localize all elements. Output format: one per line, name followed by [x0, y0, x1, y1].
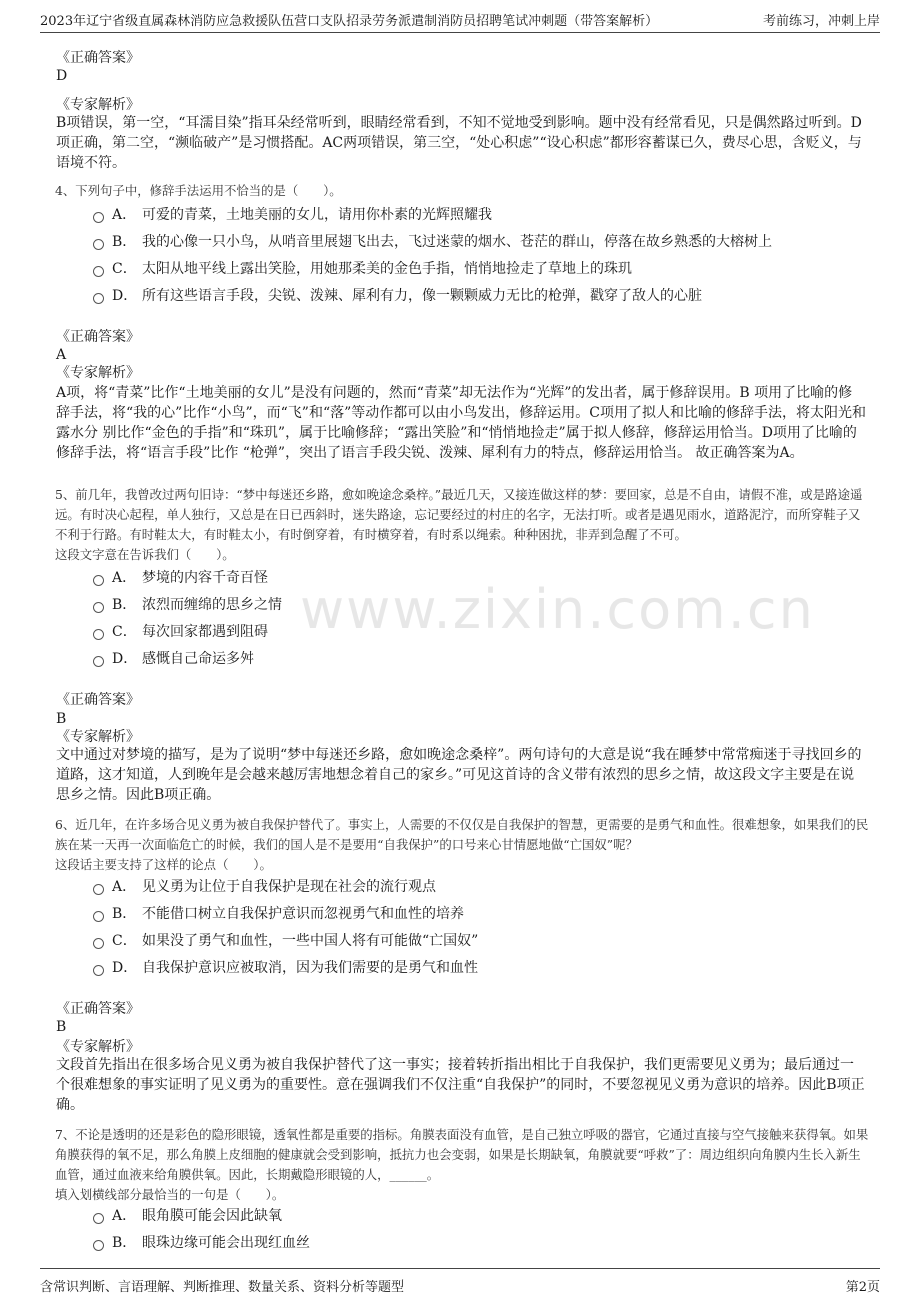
- option-c[interactable]: [93, 930, 478, 950]
- option-text: 所有这些语言手段，尖锐、泼辣、犀利有力，像一颗颗威力无比的枪弹，戳穿了敌人的心脏: [142, 288, 702, 304]
- option-d[interactable]: [93, 285, 702, 305]
- option-a[interactable]: [93, 1205, 282, 1225]
- option-text: 如果没了勇气和血性，一些中国人将有可能做“亡国奴”: [142, 933, 479, 949]
- header-slogan: 考前练习，冲刺上岸: [762, 14, 880, 29]
- analysis-text: B项错误，第一空，“耳濡目染”指耳朵经常听到，眼睛经常看到，不知不觉地受到影响。题中没有经常看见，只是偶然路过听到。D项正确，第二空，“濒临破产”是习惯搭配。AC两项错误，第三空，“处心积虑”“设心积虑”都形容蓄谋已久，费尽心思，含贬义，与语境不符。: [56, 115, 862, 171]
- answer-heading: 《正确答案》: [56, 50, 140, 66]
- analysis-heading: 《专家解析》: [56, 1039, 140, 1055]
- radio-icon[interactable]: [93, 293, 104, 304]
- radio-icon[interactable]: [93, 1240, 104, 1251]
- option-letter: C．: [112, 624, 137, 640]
- radio-icon[interactable]: [93, 575, 104, 586]
- option-b[interactable]: [93, 231, 772, 251]
- option-text: 浓烈而缠绵的思乡之情: [142, 597, 282, 613]
- radio-icon[interactable]: [93, 212, 104, 223]
- analysis-text: 文中通过对梦境的描写，是为了说明“梦中每迷还乡路，愈如晚途念桑梓”。两句诗句的大意是说“我在睡梦中常常痴迷于寻找回乡的道路，这才知道，人到晚年是会越来越厉害地想念着自己的家乡。”可见这首诗的含义带有浓烈的思乡之情，故这段文字主要是在说思乡之情。因此B项正确。: [56, 747, 862, 803]
- question-stem: 5、前几年，我曾改过两句旧诗：“梦中每迷还乡路，愈如晚途念桑梓。”最近几天，又接连做这样的梦：要回家，总是不自由，请假不准，或是路途遥远。有时决心起程，单人独行，又总是在日已西斜时，迷失路途，忘记要经过的村庄的名字，无法打听。或者是遇见雨水，道路泥泞，而所穿鞋子又不利于行路。有时鞋太大，有时鞋太小，有时倒穿着，有时横穿着，有时系以绳索。种种困扰，非弄到急醒了不可。 这段文字意在告诉我们（ ）。: [55, 487, 863, 562]
- option-a[interactable]: [93, 567, 268, 587]
- radio-icon[interactable]: [93, 656, 104, 667]
- question-stem: 6、近几年，在许多场合见义勇为被自我保护替代了。事实上，人需要的不仅仅是自我保护的智慧，更需要的是勇气和血性。很难想象，如果我们的民族在某一天再一次面临危亡的时候，我们的国人是不是要用“自我保护”的口号来心甘情愿地做“亡国奴”呢？ 这段话主要支持了这样的论点（ ）。: [55, 817, 869, 872]
- radio-icon[interactable]: [93, 965, 104, 976]
- option-text: 自我保护意识应被取消，因为我们需要的是勇气和血性: [142, 960, 478, 976]
- analysis-heading: 《专家解析》: [56, 365, 140, 381]
- answer-heading: 《正确答案》: [56, 692, 140, 708]
- option-letter: A．: [112, 570, 137, 586]
- option-b[interactable]: [93, 903, 464, 923]
- option-b[interactable]: [93, 1232, 310, 1252]
- radio-icon[interactable]: [93, 884, 104, 895]
- option-c[interactable]: [93, 621, 268, 641]
- option-letter: B．: [112, 1235, 137, 1251]
- radio-icon[interactable]: [93, 266, 104, 277]
- option-letter: C．: [112, 261, 137, 277]
- radio-icon[interactable]: [93, 629, 104, 640]
- option-d[interactable]: [93, 648, 254, 668]
- page-footer: [40, 1268, 880, 1295]
- page-number: 第2页: [845, 1280, 880, 1295]
- option-letter: D．: [112, 288, 138, 304]
- analysis-text: A项，将“青菜”比作“土地美丽的女儿”是没有问题的，然而“青菜”却无法作为“光辉”的发出者，属于修辞误用。B 项用了比喻的修辞手法，将“我的心”比作“小鸟”，而“飞”和“落”等动作都可以由小鸟发出，修辞运用。C项用了拟人和比喻的修辞手法，将太阳光和露水分 别比作“金色的手指”和“珠玑”，属于比喻修辞；“露出笑脸”和“悄悄地捡走”属于拟人修辞，修辞运用恰当。D项用了比喻的修辞手法，将“语言手段”比作 “枪弹”，突出了语言手段尖锐、泼辣、犀利有力的特点，修辞运用恰当。 故正确答案为A。: [56, 385, 866, 461]
- option-letter: A．: [112, 879, 137, 895]
- answer-heading: 《正确答案》: [56, 1001, 140, 1017]
- option-letter: C．: [112, 933, 137, 949]
- option-text: 不能借口树立自我保护意识而忽视勇气和血性的培养: [142, 906, 464, 922]
- radio-icon[interactable]: [93, 911, 104, 922]
- option-text: 见义勇为让位于自我保护是现在社会的流行观点: [142, 879, 436, 895]
- option-text: 我的心像一只小鸟，从哨音里展翅飞出去，飞过迷蒙的烟水、苍茫的群山，停落在故乡熟悉的大榕树上: [142, 234, 772, 250]
- option-text: 眼角膜可能会因此缺氧: [142, 1208, 282, 1224]
- answer-value: D: [56, 68, 68, 84]
- header-title: 2023年辽宁省级直属森林消防应急救援队伍营口支队招录劳务派遣制消防员招聘笔试冲刺题（带答案解析）: [40, 14, 659, 29]
- option-text: 眼珠边缘可能会出现红血丝: [142, 1235, 310, 1251]
- question-stem: 4、下列句子中，修辞手法运用不恰当的是（ ）。: [55, 183, 342, 198]
- analysis-heading: 《专家解析》: [56, 97, 140, 113]
- question-stem: 7、不论是透明的还是彩色的隐形眼镜，透氧性都是重要的指标。角膜表面没有血管，是自己独立呼吸的器官，它通过直接与空气接触来获得氧。如果角膜获得的氧不足，那么角膜上皮细胞的健康就会受到影响，抵抗力也会变弱，如果是长期缺氧，角膜就要“呼救”了：周边组织向角膜内生长入新生血管，通过血液来给角膜供氧。因此，长期戴隐形眼镜的人，______。 填入划横线部分最恰当的一句是（ ）。: [55, 1127, 869, 1202]
- option-letter: D．: [112, 960, 138, 976]
- radio-icon[interactable]: [93, 602, 104, 613]
- radio-icon[interactable]: [93, 1213, 104, 1224]
- option-letter: B．: [112, 234, 137, 250]
- option-text: 太阳从地平线上露出笑脸，用她那柔美的金色手指，悄悄地捡走了草地上的珠玑: [142, 261, 632, 277]
- option-letter: B．: [112, 597, 137, 613]
- option-a[interactable]: [93, 204, 492, 224]
- answer-value: B: [56, 1019, 67, 1035]
- option-letter: D．: [112, 651, 138, 667]
- option-letter: A．: [112, 1208, 137, 1224]
- option-a[interactable]: [93, 876, 436, 896]
- watermark: www.zixin.com.cn: [300, 578, 815, 641]
- option-letter: B．: [112, 906, 137, 922]
- answer-value: B: [56, 711, 67, 727]
- option-letter: A．: [112, 207, 137, 223]
- analysis-heading: 《专家解析》: [56, 729, 140, 745]
- option-text: 梦境的内容千奇百怪: [142, 570, 268, 586]
- answer-value: A: [56, 347, 67, 363]
- answer-heading: 《正确答案》: [56, 329, 140, 345]
- footer-text: 含常识判断、言语理解、判断推理、数量关系、资料分析等题型: [40, 1280, 405, 1295]
- option-text: 每次回家都遇到阻碍: [142, 624, 268, 640]
- radio-icon[interactable]: [93, 239, 104, 250]
- option-c[interactable]: [93, 258, 632, 278]
- page-header: [40, 10, 880, 33]
- option-b[interactable]: [93, 594, 282, 614]
- radio-icon[interactable]: [93, 938, 104, 949]
- analysis-text: 文段首先指出在很多场合见义勇为被自我保护替代了这一事实；接着转折指出相比于自我保护，我们更需要见义勇为；最后通过一个很难想象的事实证明了见义勇为的重要性。意在强调我们不仅注重“自我保护”的同时，不要忽视见义勇为意识的培养。因此B项正确。: [56, 1057, 865, 1113]
- option-d[interactable]: [93, 957, 478, 977]
- option-text: 感慨自己命运多舛: [142, 651, 254, 667]
- option-text: 可爱的青菜，土地美丽的女儿，请用你朴素的光辉照耀我: [142, 207, 492, 223]
